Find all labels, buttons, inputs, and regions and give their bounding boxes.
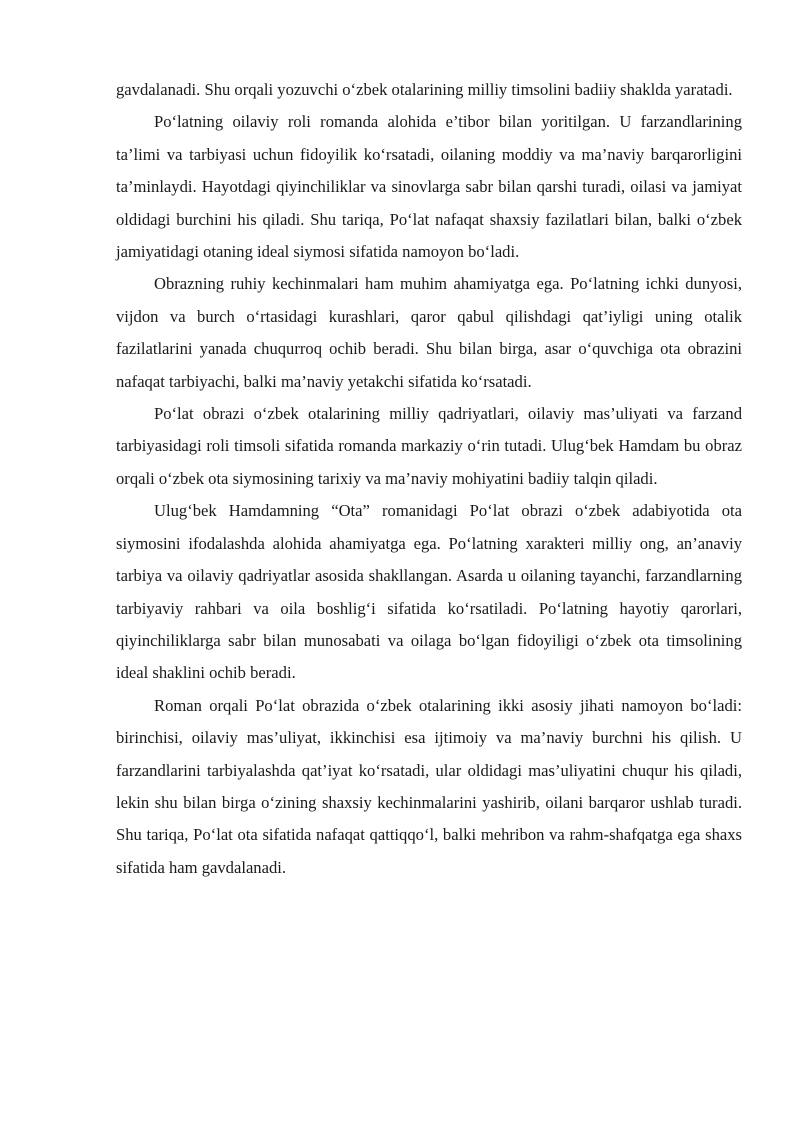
paragraph-continuation: gavdalanadi. Shu orqali yozuvchi o‘zbek otalarining milliy timsolini badiiy shaklda yaratadi. (116, 80, 733, 99)
paragraph: Po‘latning oilaviy roli romanda alohida e’tibor bilan yoritilgan. U farzandlarining ta’limi va tarbiyasi uchun fidoyilik ko‘rsatadi, oilaning moddiy va ma’naviy barqarorligini ta’minlaydi. Hayotdagi qiyinchiliklar va sinovlarga sabr bilan qarshi turadi, oilasi va jamiyat oldidagi burchini his qiladi. Shu tariqa, Po‘lat nafaqat shaxsiy fazilatlari bilan, balki o‘zbek jamiyatidagi otaning ideal siymosi sifatida namoyon bo‘ladi. (116, 112, 742, 262)
document-page (116, 74, 742, 884)
paragraph: Ulug‘bek Hamdamning “Ota” romanidagi Po‘lat obrazi o‘zbek adabiyotida ota siymosini ifodalashda alohida ahamiyatga ega. Po‘latning xarakteri milliy ong, an’anaviy tarbiya va oilaviy qadriyatlar asosida shakllangan. Asarda u oilaning tayanchi, farzandlarning tarbiyaviy rahbari va oila boshlig‘i sifatida ko‘rsatiladi. Po‘latning hayotiy qarorlari, qiyinchiliklarga sabr bilan munosabati va oilaga bo‘lgan fidoyiligi o‘zbek ota timsolining ideal shaklini ochib beradi. (116, 501, 742, 683)
paragraph: Obrazning ruhiy kechinmalari ham muhim ahamiyatga ega. Po‘latning ichki dunyosi, vijdon va burch o‘rtasidagi kurashlari, qaror qabul qilishdagi qat’iyligi uning otalik fazilatlarini yanada chuqurroq ochib beradi. Shu bilan birga, asar o‘quvchiga ota obrazini nafaqat tarbiyachi, balki ma’naviy yetakchi sifatida ko‘rsatadi. (116, 274, 742, 391)
paragraph: Po‘lat obrazi o‘zbek otalarining milliy qadriyatlari, oilaviy mas’uliyati va farzand tarbiyasidagi roli timsoli sifatida romanda markaziy o‘rin tutadi. Ulug‘bek Hamdam bu obraz orqali o‘zbek ota siymosining tarixiy va ma’naviy mohiyatini badiiy talqin qiladi. (116, 404, 742, 488)
paragraph: Roman orqali Po‘lat obrazida o‘zbek otalarining ikki asosiy jihati namoyon bo‘ladi: birinchisi, oilaviy mas’uliyat, ikkinchisi esa ijtimoiy va ma’naviy burchni his qilish. U farzandlarini tarbiyalashda qat’iyat ko‘rsatadi, ular oldidagi mas’uliyatini chuqur his qiladi, lekin shu bilan birga o‘zining shaxsiy kechinmalarini yashirib, oilani barqaror ushlab turadi. Shu tariqa, Po‘lat ota sifatida nafaqat qattiqqo‘l, balki mehribon va rahm-shafqatga ega shaxs sifatida ham gavdalanadi. (116, 695, 742, 877)
